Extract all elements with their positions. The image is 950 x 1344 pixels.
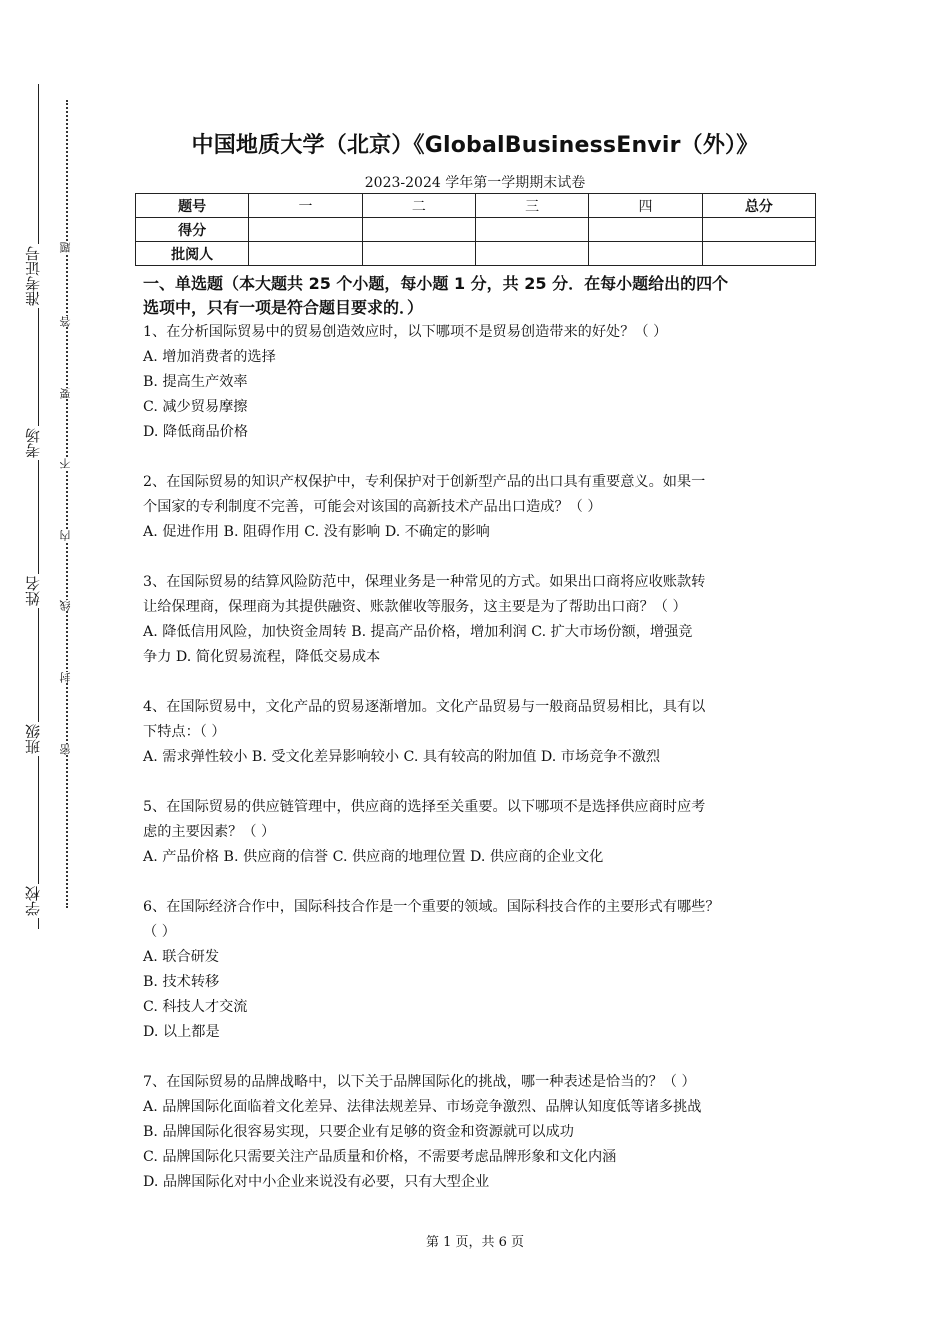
question-option[interactable]: D. 降低商品价格 [143,424,249,440]
header-cell: 一 [249,194,362,218]
question-4 [143,695,815,770]
school-label: 学校 [24,884,54,918]
page-footer: 第 1 页，共 6 页 [425,1235,525,1250]
question-stem: 2、在国际贸易的知识产权保护中，专利保护对于创新型产品的出口具有重要意义。如果一 [143,474,706,490]
question-option[interactable]: C. 减少贸易摩擦 [143,399,248,415]
question-7 [143,1070,815,1195]
exam-title: 中国地质大学（北京）《GlobalBusinessEnvir（外）》 [191,133,759,158]
question-6 [143,895,815,1045]
binding-strip [14,84,60,929]
score-table [135,193,816,266]
question-stem: 7、在国际贸易的品牌战略中，以下关于品牌国际化的挑战，哪一种表述是恰当的？（ ） [143,1074,696,1090]
binding-line [38,84,39,929]
score-cell[interactable] [249,218,362,242]
question-1 [143,320,815,445]
header-cell: 二 [362,194,475,218]
reviewer-cell[interactable] [589,242,702,266]
question-stem: 6、在国际经济合作中，国际科技合作是一个重要的领域。国际科技合作的主要形式有哪些？ [143,899,720,915]
question-option[interactable]: B. 提高生产效率 [143,374,248,390]
question-3 [143,570,815,670]
question-2 [143,470,815,545]
question-option[interactable]: A. 产品价格 B. 供应商的信誉 C. 供应商的地理位置 D. 供应商的企业文化 [143,849,604,865]
question-option[interactable]: A. 促进作用 B. 阻碍作用 C. 没有影响 D. 不确定的影响 [143,524,490,540]
row-label: 批阅人 [136,242,249,266]
exam-number-label: 准考证号 [24,244,54,308]
header-cell: 三 [475,194,588,218]
header-cell: 题号 [136,194,249,218]
question-5 [143,795,815,870]
question-stem: 4、在国际贸易中，文化产品的贸易逐渐增加。文化产品贸易与一般商品贸易相比，具有以 [143,699,706,715]
reviewer-cell[interactable] [249,242,362,266]
score-cell[interactable] [589,218,702,242]
question-option[interactable]: A. 增加消费者的选择 [143,349,276,365]
question-stem: 3、在国际贸易的结算风险防范中，保理业务是一种常见的方式。如果出口商将应收账款转 [143,574,706,590]
seal-char: 要 [59,388,75,399]
question-option[interactable]: C. 品牌国际化只需要关注产品质量和价格，不需要考虑品牌形象和文化内涵 [143,1149,617,1165]
question-stem: 1、在分析国际贸易中的贸易创造效应时，以下哪项不是贸易创造带来的好处？（ ） [143,324,668,340]
seal-char: 线 [59,600,75,611]
score-row [136,218,816,242]
question-option[interactable]: 争力 D. 简化贸易流程，降低交易成本 [143,649,381,665]
header-cell: 总分 [702,194,815,218]
class-label: 班级 [24,722,54,756]
seal-char: 题 [59,242,75,253]
reviewer-cell[interactable] [362,242,475,266]
question-option[interactable]: D. 品牌国际化对中小企业来说没有必要，只有大型企业 [143,1174,490,1190]
question-stem: 5、在国际贸易的供应链管理中，供应商的选择至关重要。以下哪项不是选择供应商时应考 [143,799,706,815]
row-label: 得分 [136,218,249,242]
exam-subtitle: 2023-2024 学年第一学期期末试卷 [364,175,586,191]
seal-char: 不 [59,458,75,469]
section-heading-line: 选项中，只有一项是符合题目要求的．） [143,298,424,317]
question-option[interactable]: B. 技术转移 [143,974,220,990]
seal-char: 密 [59,744,75,755]
exam-content [143,272,815,1195]
exam-room-label: 考场 [24,426,54,460]
name-label: 姓名 [24,574,54,608]
question-stem: 让给保理商，保理商为其提供融资、账款催收等服务，这主要是为了帮助出口商？（ ） [143,599,687,615]
question-option[interactable]: B. 品牌国际化很容易实现，只要企业有足够的资金和资源就可以成功 [143,1124,574,1140]
question-option[interactable]: A. 品牌国际化面临着文化差异、法律法规差异、市场竞争激烈、品牌认知度低等诸多挑战 [143,1099,702,1115]
section-heading-line: 一、单选题（本大题共 25 个小题，每小题 1 分，共 25 分．在每小题给出的四个 [143,274,729,293]
seal-char: 答 [59,316,75,327]
section-heading [143,272,815,320]
reviewer-cell[interactable] [475,242,588,266]
question-stem: （ ） [143,924,176,940]
header-cell: 四 [589,194,702,218]
question-option[interactable]: C. 科技人才交流 [143,999,248,1015]
question-option[interactable]: D. 以上都是 [143,1024,220,1040]
question-stem: 个国家的专利制度不完善，可能会对该国的高新技术产品出口造成？（ ） [143,499,602,515]
reviewer-row [136,242,816,266]
question-stem: 虑的主要因素？（ ） [143,824,276,840]
score-cell[interactable] [362,218,475,242]
seal-dotted-line [66,100,68,908]
score-table-header [136,194,816,218]
question-option[interactable]: A. 联合研发 [143,949,220,965]
seal-char: 内 [59,530,75,541]
question-option[interactable]: A. 需求弹性较小 B. 受文化差异影响较小 C. 具有较高的附加值 D. 市场竞争不激烈 [143,749,661,765]
question-option[interactable]: A. 降低信用风险，加快资金周转 B. 提高产品价格，增加利润 C. 扩大市场份额，增强竞 [143,624,693,640]
reviewer-cell[interactable] [702,242,815,266]
score-cell[interactable] [702,218,815,242]
seal-char: 封 [59,672,75,683]
score-cell[interactable] [475,218,588,242]
question-stem: 下特点：（ ） [143,724,226,740]
